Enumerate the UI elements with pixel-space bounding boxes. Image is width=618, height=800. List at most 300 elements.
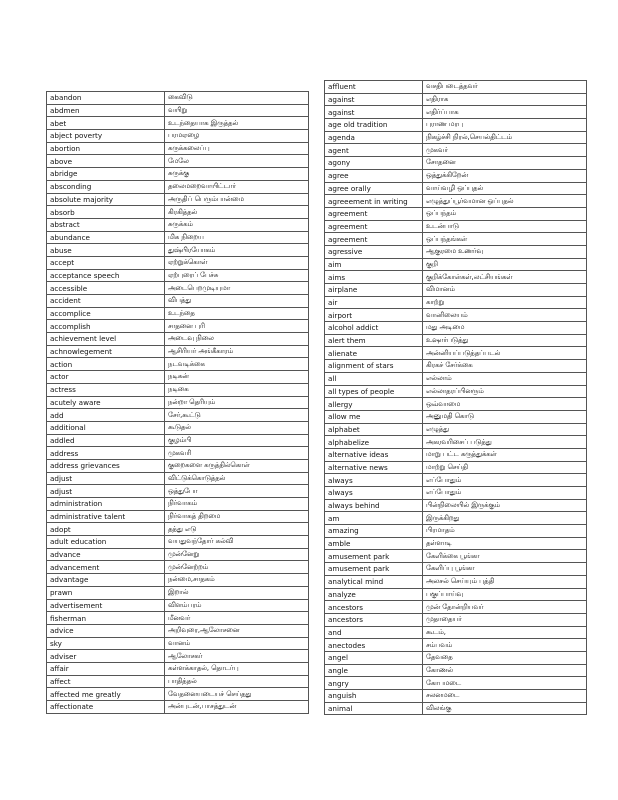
glossary-row: [47, 92, 309, 105]
glossary-row: [47, 650, 309, 663]
glossary-row: [325, 702, 587, 715]
tamil-meaning: உஷார்படுத்து: [423, 334, 587, 347]
glossary-row: [47, 574, 309, 587]
glossary-row: [325, 537, 587, 550]
english-term: alternative news: [325, 461, 423, 474]
english-term: agree: [325, 169, 423, 182]
glossary-row: [47, 688, 309, 701]
glossary-row: [325, 512, 587, 525]
tamil-meaning: அறிவுரை,ஆலோசனை: [165, 624, 309, 637]
english-term: angle: [325, 664, 423, 677]
english-term: amble: [325, 537, 423, 550]
glossary-row: [47, 168, 309, 181]
english-term: address grievances: [47, 459, 165, 472]
english-term: anguish: [325, 690, 423, 703]
english-term: accept: [47, 256, 165, 269]
tamil-meaning: பின்நிலையில் இருக்கும்: [423, 499, 587, 512]
glossary-row: [325, 677, 587, 690]
english-term: always behind: [325, 499, 423, 512]
tamil-meaning: சோதனை: [423, 157, 587, 170]
english-term: accomplish: [47, 320, 165, 333]
english-term: aim: [325, 258, 423, 271]
english-term: accident: [47, 295, 165, 308]
english-term: agreement: [325, 207, 423, 220]
english-term: advertisement: [47, 599, 165, 612]
tamil-meaning: அலசல் செய்யும் புத்தி: [423, 575, 587, 588]
english-term: alienate: [325, 347, 423, 360]
tamil-meaning: ஒப்பந்தம்: [423, 207, 587, 220]
glossary-row: [325, 106, 587, 119]
tamil-meaning: முகவரி: [165, 447, 309, 460]
glossary-row: [47, 244, 309, 257]
tamil-meaning: கிரகித்தல்: [165, 206, 309, 219]
glossary-row: [325, 81, 587, 94]
glossary-row: [47, 459, 309, 472]
glossary-row: [47, 383, 309, 396]
tamil-meaning: இருக்கிறது: [423, 512, 587, 525]
tamil-meaning: முதாதையர்: [423, 613, 587, 626]
glossary-row: [325, 157, 587, 170]
english-term: actress: [47, 383, 165, 396]
tamil-meaning: ஒப்பந்தங்கள்: [423, 233, 587, 246]
tamil-meaning: பிரமாதம்: [423, 525, 587, 538]
glossary-row: [47, 523, 309, 536]
glossary-row: [325, 601, 587, 614]
tamil-meaning: விலங்கு: [423, 702, 587, 715]
tamil-meaning: இறால்: [165, 586, 309, 599]
glossary-row: [47, 561, 309, 574]
tamil-meaning: கிரகச் சேர்க்கை: [423, 360, 587, 373]
glossary-row: [325, 613, 587, 626]
glossary-row: [47, 701, 309, 714]
glossary-row: [325, 499, 587, 512]
tamil-meaning: எல்லாம்: [423, 372, 587, 385]
tamil-meaning: வானிலையம்: [423, 309, 587, 322]
english-term: always: [325, 474, 423, 487]
english-term: amusement park: [325, 563, 423, 576]
glossary-row: [325, 385, 587, 398]
tamil-meaning: விபத்து: [165, 295, 309, 308]
glossary-row: [325, 436, 587, 449]
tamil-meaning: குறைகளை கருத்தில்கொள்: [165, 459, 309, 472]
tamil-meaning: சலனமடை: [423, 690, 587, 703]
english-term: above: [47, 155, 165, 168]
glossary-row: [47, 536, 309, 549]
tamil-meaning: உடன்பாடு: [423, 220, 587, 233]
glossary-row: [47, 269, 309, 282]
glossary-row: [325, 461, 587, 474]
tamil-meaning: நன்றா தெரியும்: [165, 396, 309, 409]
english-term: analytical mind: [325, 575, 423, 588]
tamil-meaning: கருக்கலைப்பு: [165, 142, 309, 155]
glossary-row: [47, 307, 309, 320]
glossary-table-left-body: [47, 92, 309, 714]
tamil-meaning: விட்டுக்கொடுத்தல்: [165, 472, 309, 485]
english-term: amazing: [325, 525, 423, 538]
english-term: sky: [47, 637, 165, 650]
english-term: agent: [325, 144, 423, 157]
english-term: alcohol addict: [325, 322, 423, 335]
english-term: alphabelize: [325, 436, 423, 449]
glossary-row: [325, 563, 587, 576]
english-term: air: [325, 296, 423, 309]
glossary-row: [47, 485, 309, 498]
tamil-meaning: மாற்று செய்தி: [423, 461, 587, 474]
english-term: absconding: [47, 180, 165, 193]
english-term: aims: [325, 271, 423, 284]
english-term: all types of people: [325, 385, 423, 398]
glossary-row: [47, 624, 309, 637]
glossary-row: [325, 360, 587, 373]
tamil-meaning: கள்ளக்காதல், தொடர்பு: [165, 662, 309, 675]
glossary-row: [325, 131, 587, 144]
tamil-meaning: கூடம்,: [423, 626, 587, 639]
english-term: adjust: [47, 485, 165, 498]
english-term: agressive: [325, 245, 423, 258]
glossary-row: [325, 410, 587, 423]
tamil-meaning: எழுத்து: [423, 423, 587, 436]
english-term: alignment of stars: [325, 360, 423, 373]
tamil-meaning: முன்னேறு: [165, 548, 309, 561]
english-term: administration: [47, 498, 165, 511]
tamil-meaning: அகரவரிசைப் படுத்து: [423, 436, 587, 449]
tamil-meaning: நடிகை: [165, 383, 309, 396]
tamil-meaning: எப்போதும்: [423, 474, 587, 487]
glossary-row: [47, 206, 309, 219]
english-term: agree orally: [325, 182, 423, 195]
english-term: age old tradition: [325, 119, 423, 132]
tamil-meaning: அடைவு நிலை: [165, 333, 309, 346]
glossary-row: [47, 586, 309, 599]
tamil-meaning: வேதனையடையச் செய்தது: [165, 688, 309, 701]
glossary-row: [47, 498, 309, 511]
english-term: addled: [47, 434, 165, 447]
tamil-meaning: புராண மரபு: [423, 119, 587, 132]
english-term: alert them: [325, 334, 423, 347]
english-term: alphabet: [325, 423, 423, 436]
glossary-row: [47, 117, 309, 130]
glossary-row: [47, 599, 309, 612]
glossary-row: [47, 193, 309, 206]
tamil-meaning: ஆலோசகர்: [165, 650, 309, 663]
tamil-meaning: வானம்: [165, 637, 309, 650]
tamil-meaning: நிர்வாகம்: [165, 498, 309, 511]
english-term: abundance: [47, 231, 165, 244]
glossary-table-right: [324, 80, 587, 715]
english-term: agenda: [325, 131, 423, 144]
tamil-meaning: எழுத்துப்பூர்வமான ஒப்புதல்: [423, 195, 587, 208]
glossary-row: [325, 322, 587, 335]
tamil-meaning: வாய்வழி ஒப்புதல்: [423, 182, 587, 195]
tamil-meaning: வயிறு: [165, 104, 309, 117]
english-term: advance: [47, 548, 165, 561]
english-term: abortion: [47, 142, 165, 155]
english-term: abject poverty: [47, 130, 165, 143]
tamil-meaning: கேளிக்கை பூங்கா: [423, 550, 587, 563]
glossary-row: [47, 218, 309, 231]
glossary-row: [47, 447, 309, 460]
glossary-row: [325, 474, 587, 487]
english-term: actor: [47, 371, 165, 384]
glossary-row: [325, 245, 587, 258]
english-term: agreement: [325, 220, 423, 233]
tamil-meaning: தள்ளாடி: [423, 537, 587, 550]
glossary-row: [47, 130, 309, 143]
tamil-meaning: சாதனை புரி: [165, 320, 309, 333]
tamil-meaning: கோணல்: [423, 664, 587, 677]
glossary-row: [325, 664, 587, 677]
tamil-meaning: மாறு பட்ட கருத்துக்கள்: [423, 448, 587, 461]
english-term: accomplice: [47, 307, 165, 320]
tamil-meaning: பரமஏழை: [165, 130, 309, 143]
tamil-meaning: முகவர்: [423, 144, 587, 157]
english-term: achievement level: [47, 333, 165, 346]
tamil-meaning: எதிர்ப்பாக: [423, 106, 587, 119]
tamil-meaning: உடந்தையாக இருத்தல்: [165, 117, 309, 130]
english-term: all: [325, 372, 423, 385]
tamil-meaning: நிர்வாகத் திறமை: [165, 510, 309, 523]
english-term: abdmen: [47, 104, 165, 117]
english-term: adjust: [47, 472, 165, 485]
english-term: affected me greatly: [47, 688, 165, 701]
english-term: alternative ideas: [325, 448, 423, 461]
tamil-meaning: மது அடிமை: [423, 322, 587, 335]
english-term: absorb: [47, 206, 165, 219]
glossary-row: [325, 487, 587, 500]
glossary-row: [325, 639, 587, 652]
english-term: and: [325, 626, 423, 639]
tamil-meaning: முன் தோன்றியவர்: [423, 601, 587, 614]
tamil-meaning: ஒத்துபோ: [165, 485, 309, 498]
english-term: achnowlegement: [47, 345, 165, 358]
english-term: ancestors: [325, 613, 423, 626]
tamil-meaning: ஆகுரமை உணர்வு: [423, 245, 587, 258]
english-term: fisherman: [47, 612, 165, 625]
tamil-meaning: நடவடிக்கை: [165, 358, 309, 371]
tamil-meaning: முன்னேற்றம்: [165, 561, 309, 574]
tamil-meaning: உடந்தை: [165, 307, 309, 320]
glossary-row: [325, 651, 587, 664]
english-term: additional: [47, 421, 165, 434]
tamil-meaning: குறி: [423, 258, 587, 271]
tamil-meaning: சுருக்கம்: [165, 218, 309, 231]
glossary-row: [325, 448, 587, 461]
glossary-row: [47, 180, 309, 193]
english-term: ancestors: [325, 601, 423, 614]
tamil-meaning: அடைபெறமுடியுமா: [165, 282, 309, 295]
glossary-row: [325, 372, 587, 385]
english-term: action: [47, 358, 165, 371]
tamil-meaning: சேர்,கூட்டு: [165, 409, 309, 422]
glossary-row: [325, 220, 587, 233]
english-term: affectionate: [47, 701, 165, 714]
tamil-meaning: பகுப்பாய்வு: [423, 588, 587, 601]
glossary-row: [325, 347, 587, 360]
english-term: agreeement in writing: [325, 195, 423, 208]
tamil-meaning: குறிக்கோள்கள்,லட்சியங்கள்: [423, 271, 587, 284]
english-term: abuse: [47, 244, 165, 257]
tamil-meaning: பாதித்தல்: [165, 675, 309, 688]
english-term: abandon: [47, 92, 165, 105]
tamil-meaning: விமானம்: [423, 284, 587, 297]
english-term: acutely aware: [47, 396, 165, 409]
english-term: anectodes: [325, 639, 423, 652]
english-term: amusement park: [325, 550, 423, 563]
english-term: airplane: [325, 284, 423, 297]
glossary-row: [325, 93, 587, 106]
english-term: adviser: [47, 650, 165, 663]
glossary-row: [47, 472, 309, 485]
glossary-row: [47, 358, 309, 371]
english-term: allergy: [325, 398, 423, 411]
english-term: advancement: [47, 561, 165, 574]
english-term: acceptance speech: [47, 269, 165, 282]
glossary-row: [325, 588, 587, 601]
glossary-row: [47, 421, 309, 434]
glossary-row: [325, 182, 587, 195]
glossary-row: [47, 434, 309, 447]
english-term: abet: [47, 117, 165, 130]
english-term: address: [47, 447, 165, 460]
english-term: abridge: [47, 168, 165, 181]
glossary-row: [47, 637, 309, 650]
tamil-meaning: அருதிப் பெரும்பான்மை: [165, 193, 309, 206]
glossary-row: [325, 690, 587, 703]
english-term: angry: [325, 677, 423, 690]
glossary-row: [325, 626, 587, 639]
tamil-meaning: காற்று: [423, 296, 587, 309]
glossary-row: [47, 295, 309, 308]
english-term: am: [325, 512, 423, 525]
english-term: airport: [325, 309, 423, 322]
english-term: accessible: [47, 282, 165, 295]
tamil-meaning: வயதுவந்தோர் கல்வி: [165, 536, 309, 549]
glossary-row: [325, 334, 587, 347]
glossary-table-right-body: [325, 81, 587, 715]
glossary-row: [325, 284, 587, 297]
tamil-meaning: தலைமறைவாயிட்டார்: [165, 180, 309, 193]
glossary-row: [325, 233, 587, 246]
glossary-row: [47, 333, 309, 346]
glossary-table-left: [46, 91, 309, 714]
tamil-meaning: மீனவர்: [165, 612, 309, 625]
tamil-meaning: சம்பவம்: [423, 639, 587, 652]
english-term: administrative talent: [47, 510, 165, 523]
english-term: affluent: [325, 81, 423, 94]
tamil-meaning: குழம்பி: [165, 434, 309, 447]
tamil-meaning: கைவிடு: [165, 92, 309, 105]
glossary-row: [325, 575, 587, 588]
tamil-meaning: தத்து எடு: [165, 523, 309, 536]
glossary-row: [325, 144, 587, 157]
tamil-meaning: எல்லாதரப்பினரும்: [423, 385, 587, 398]
tamil-meaning: ஆசிரியர் அங்கீகாரம்: [165, 345, 309, 358]
glossary-row: [325, 296, 587, 309]
tamil-meaning: விளம்பரம்: [165, 599, 309, 612]
glossary-row: [325, 525, 587, 538]
glossary-row: [47, 371, 309, 384]
glossary-row: [47, 104, 309, 117]
tamil-meaning: கூடுதல்: [165, 421, 309, 434]
glossary-row: [325, 271, 587, 284]
tamil-meaning: எப்போதும்: [423, 487, 587, 500]
glossary-row: [325, 169, 587, 182]
glossary-row: [47, 256, 309, 269]
glossary-row: [47, 396, 309, 409]
glossary-row: [325, 398, 587, 411]
tamil-meaning: வசதிபடைத்தவர்: [423, 81, 587, 94]
tamil-meaning: சுருக்கு: [165, 168, 309, 181]
tamil-meaning: எதிராக: [423, 93, 587, 106]
tamil-meaning: நடிகன்: [165, 371, 309, 384]
english-term: add: [47, 409, 165, 422]
glossary-row: [325, 423, 587, 436]
tamil-meaning: நன்மை,சாதகம்: [165, 574, 309, 587]
english-term: affair: [47, 662, 165, 675]
tamil-meaning: அனுமதி கொடு: [423, 410, 587, 423]
tamil-meaning: நிகழ்ச்சி நிரல்,செயல்திட்டம்: [423, 131, 587, 144]
tamil-meaning: அன்புடன்,பாசத்துடன்: [165, 701, 309, 714]
glossary-row: [325, 195, 587, 208]
tamil-meaning: ஏற்புரைப் பேச்சு: [165, 269, 309, 282]
english-term: angel: [325, 651, 423, 664]
english-term: affect: [47, 675, 165, 688]
english-term: adult education: [47, 536, 165, 549]
tamil-meaning: ஒத்துக்கிறேன்: [423, 169, 587, 182]
tamil-meaning: துஷ்பிரயோகம்: [165, 244, 309, 257]
tamil-meaning: கேளிப்பு பூங்கா: [423, 563, 587, 576]
tamil-meaning: மேலே: [165, 155, 309, 168]
tamil-meaning: கோபமடை: [423, 677, 587, 690]
english-term: absolute majority: [47, 193, 165, 206]
english-term: always: [325, 487, 423, 500]
english-term: against: [325, 93, 423, 106]
glossary-row: [325, 207, 587, 220]
glossary-row: [47, 142, 309, 155]
glossary-row: [47, 345, 309, 358]
english-term: agreement: [325, 233, 423, 246]
english-term: prawn: [47, 586, 165, 599]
glossary-row: [47, 409, 309, 422]
english-term: abstract: [47, 218, 165, 231]
glossary-row: [47, 675, 309, 688]
glossary-row: [325, 550, 587, 563]
tamil-meaning: தேவதை: [423, 651, 587, 664]
glossary-row: [325, 309, 587, 322]
english-term: agony: [325, 157, 423, 170]
glossary-row: [47, 548, 309, 561]
glossary-row: [47, 320, 309, 333]
tamil-meaning: மிக நிறைய: [165, 231, 309, 244]
english-term: advantage: [47, 574, 165, 587]
glossary-row: [47, 155, 309, 168]
glossary-row: [47, 282, 309, 295]
tamil-meaning: ஒவ்வாமை: [423, 398, 587, 411]
glossary-row: [47, 662, 309, 675]
tamil-meaning: அன்னியப்படுத்தப்படல்: [423, 347, 587, 360]
english-term: animal: [325, 702, 423, 715]
english-term: adopt: [47, 523, 165, 536]
english-term: advice: [47, 624, 165, 637]
glossary-row: [47, 612, 309, 625]
glossary-row: [47, 510, 309, 523]
glossary-row: [325, 119, 587, 132]
english-term: allow me: [325, 410, 423, 423]
glossary-row: [47, 231, 309, 244]
english-term: analyze: [325, 588, 423, 601]
tamil-meaning: ஏற்றுக்கொள்: [165, 256, 309, 269]
english-term: against: [325, 106, 423, 119]
